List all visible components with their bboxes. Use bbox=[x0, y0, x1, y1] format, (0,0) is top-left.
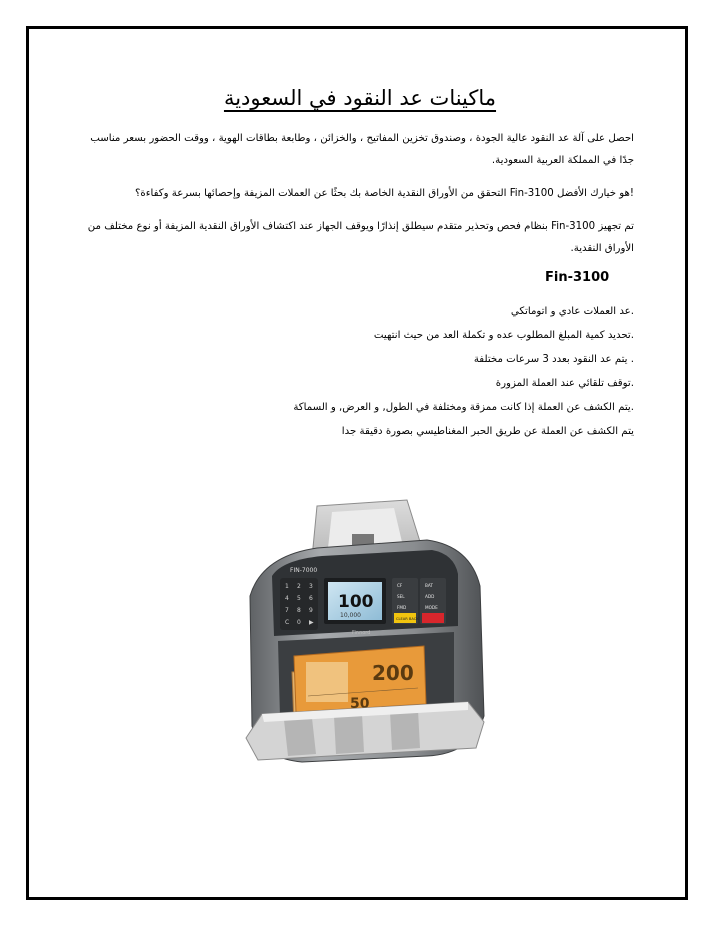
svg-text:▶: ▶ bbox=[309, 619, 314, 626]
svg-text:6: 6 bbox=[309, 595, 313, 602]
fmd-button bbox=[397, 605, 406, 610]
key-c bbox=[285, 619, 289, 626]
display-screen bbox=[324, 578, 386, 624]
svg-text:1: 1 bbox=[285, 583, 289, 590]
svg-text:SEL: SEL bbox=[397, 594, 405, 599]
cf-button bbox=[397, 583, 403, 588]
key-6 bbox=[309, 595, 313, 602]
feature-list bbox=[74, 300, 634, 444]
svg-text:0: 0 bbox=[297, 619, 301, 626]
list-item: .توقف تلقائي عند العملة المزورة bbox=[495, 378, 634, 389]
key-4 bbox=[285, 595, 289, 602]
screen-amount: 10,000 bbox=[340, 612, 361, 619]
key-1 bbox=[285, 583, 289, 590]
list-item: .عد العملات عادي و اتوماتكي bbox=[510, 306, 634, 317]
svg-text:BAT: BAT bbox=[425, 583, 433, 588]
key-0 bbox=[297, 619, 301, 626]
svg-text:C: C bbox=[285, 619, 290, 626]
svg-text:CF: CF bbox=[397, 583, 403, 588]
clear-back-label: CLEAR BACK bbox=[396, 617, 419, 621]
svg-text:MODE: MODE bbox=[425, 605, 438, 610]
svg-text:200: 200 bbox=[372, 661, 414, 685]
key-3 bbox=[309, 583, 313, 590]
brand-logo: Finnord bbox=[352, 630, 371, 636]
question-paragraph: !هو خيارك الأفضل Fin-3100 التحقق من الأوراق النقدية الخاصة بك بحثًا عن العملات المزيفة وإحصائها بسرعة وكفاءة؟ bbox=[134, 188, 634, 199]
list-item: .تحديد كمية المبلغ المطلوب عده و تكملة العد من حيث انتهيت bbox=[373, 330, 634, 341]
key-5 bbox=[297, 595, 301, 602]
page-title: ماكينات عد النقود في السعودية bbox=[223, 86, 497, 110]
key-9 bbox=[309, 607, 313, 614]
list-item: . يتم عد النقود بعدد 3 سرعات مختلفة bbox=[473, 354, 634, 365]
mode-button bbox=[425, 605, 438, 610]
list-item: .يتم الكشف عن العملة إذا كانت ممزقة ومختلفة في الطول, و العرض, و السماكة bbox=[293, 402, 634, 413]
svg-text:4: 4 bbox=[285, 595, 289, 602]
add-button bbox=[425, 594, 434, 599]
svg-text:FMD: FMD bbox=[397, 605, 407, 610]
svg-text:9: 9 bbox=[309, 607, 313, 614]
svg-text:ADD: ADD bbox=[425, 594, 435, 599]
bat-button bbox=[425, 583, 433, 588]
svg-text:5: 5 bbox=[297, 595, 301, 602]
money-counter-photo bbox=[222, 486, 502, 786]
key-7 bbox=[285, 607, 289, 614]
svg-text:8: 8 bbox=[297, 607, 301, 614]
key-2 bbox=[297, 583, 301, 590]
keypad bbox=[280, 578, 318, 630]
list-item: يتم الكشف عن العملة عن طريق الحبر المغناطيسي بصورة دقيقة جدا bbox=[341, 426, 634, 437]
sel-button bbox=[397, 594, 405, 599]
svg-text:50: 50 bbox=[350, 696, 370, 712]
description-paragraph: تم تجهيز Fin-3100 بنظام فحص وتحذير متقدم سيطلق إنذارًا ويوقف الجهاز عند اكتشاف الأوراق النقدية المزيفة أو نوع مختلف من الأوراق النقدية. bbox=[87, 221, 634, 254]
intro-paragraph: احصل على آلة عد النقود عالية الجودة ، وصندوق تخزين المفاتيح ، والخزائن ، وطابعة بطاقات الهوية ، ووقت الحضور بسعر مناسب جدًا في المملكة العربية السعودية. bbox=[90, 133, 634, 166]
key-8 bbox=[297, 607, 301, 614]
key-play bbox=[309, 619, 314, 626]
svg-text:3: 3 bbox=[309, 583, 313, 590]
model-heading: Fin-3100 bbox=[545, 270, 610, 285]
svg-text:7: 7 bbox=[285, 607, 289, 614]
screen-count: 100 bbox=[338, 592, 374, 612]
model-label: FIN-7000 bbox=[290, 567, 318, 574]
svg-text:2: 2 bbox=[297, 583, 301, 590]
red-button bbox=[422, 613, 444, 623]
